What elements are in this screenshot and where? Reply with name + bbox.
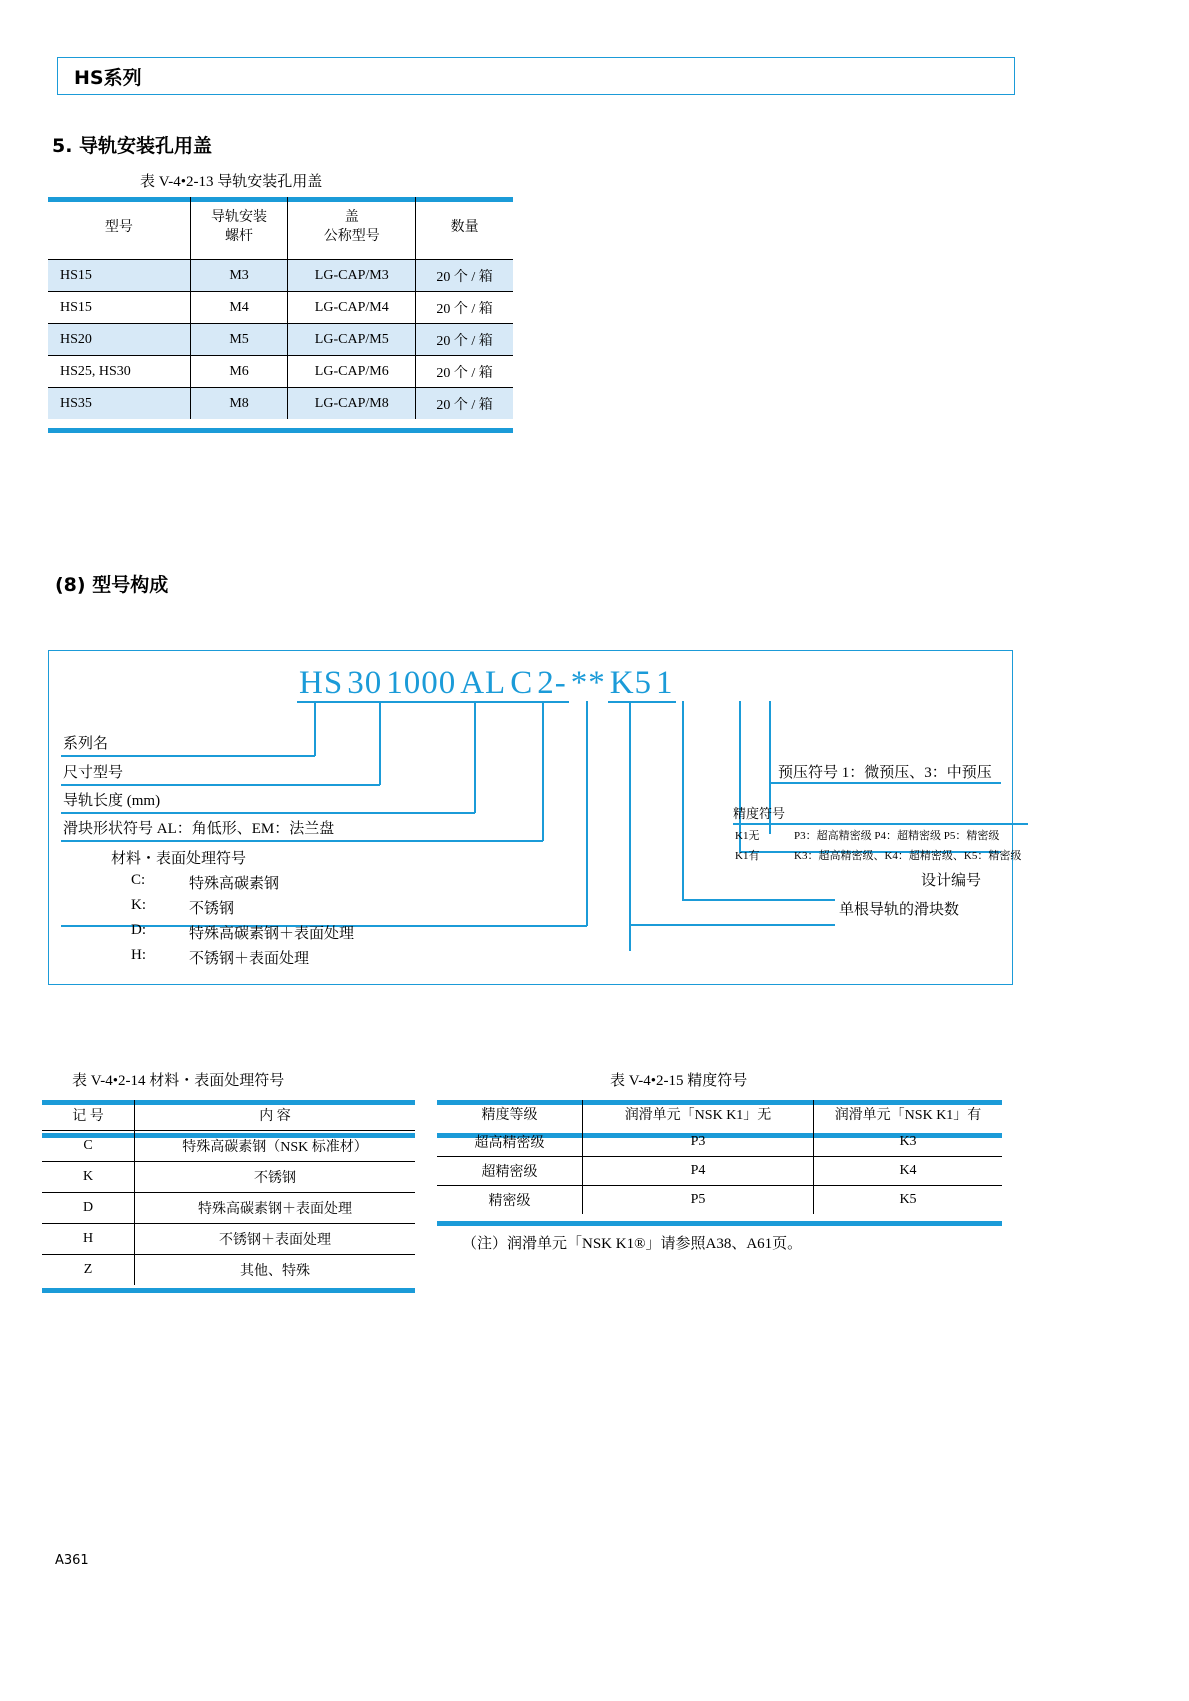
- table-15-bottom-rule: [437, 1221, 1002, 1226]
- cell-screw: M6: [190, 356, 287, 388]
- label-material-title: 材料・表面处理符号: [111, 851, 247, 867]
- label-rail-length: 导轨长度 (mm): [63, 793, 161, 809]
- table-13-caption: 表 V-4•2-13 导轨安装孔用盖: [140, 174, 323, 190]
- leader-block-count: [629, 701, 631, 951]
- table-row: [437, 1186, 1002, 1215]
- leader-preload-h: [769, 782, 1001, 784]
- col-header-symbol: 记 号: [72, 1109, 104, 1124]
- leader-size-h: [61, 784, 380, 786]
- cell-grade: 精密级: [437, 1186, 583, 1215]
- table-header-row: [437, 1100, 1002, 1128]
- table-row: [48, 260, 513, 292]
- cell-cap: LG-CAP/M4: [288, 292, 416, 324]
- label-block-shape: 滑块形状符号 AL：角低形、EM：法兰盘: [63, 821, 335, 837]
- page-number: A361: [55, 1553, 89, 1568]
- table-row: [48, 356, 513, 388]
- leader-size: [379, 701, 381, 785]
- cell-content: 特殊高碳素钢（NSK 标准材）: [135, 1131, 416, 1162]
- cell-qty: 20 个 / 箱: [416, 324, 513, 356]
- precision-row-1-k1: K1有: [735, 850, 760, 862]
- leader-shape: [542, 701, 544, 841]
- material-desc-c: 特殊高碳素钢: [189, 876, 280, 892]
- cell-symbol: K: [42, 1162, 135, 1193]
- table-row: [42, 1255, 415, 1286]
- cell-with-k1: K4: [814, 1157, 1003, 1186]
- cell-symbol: H: [42, 1224, 135, 1255]
- leader-design-no: [682, 701, 684, 901]
- label-size-model: 尺寸型号: [63, 765, 124, 781]
- col-header-quantity: 数量: [416, 197, 513, 260]
- cell-with-k1: K5: [814, 1186, 1003, 1215]
- label-precision-symbol: 精度符号: [733, 806, 786, 821]
- cell-without-k1: P3: [583, 1128, 814, 1157]
- table-row: [42, 1224, 415, 1255]
- section-8-heading: (8) 型号构成: [55, 574, 169, 596]
- cell-content: 其他、特殊: [135, 1255, 416, 1286]
- cell-screw: M3: [190, 260, 287, 292]
- table-13-bottom-rule: [48, 428, 513, 433]
- code-part-length: 1000: [386, 665, 457, 701]
- header-bar: [57, 57, 1015, 95]
- col-header-grade: 精度等级: [481, 1108, 538, 1123]
- cell-content: 不锈钢: [135, 1162, 416, 1193]
- cell-symbol: D: [42, 1193, 135, 1224]
- table-row: [48, 292, 513, 324]
- cell-model: HS35: [48, 388, 190, 420]
- cell-with-k1: K3: [814, 1128, 1003, 1157]
- leader-design-no-h: [682, 899, 835, 901]
- cell-cap: LG-CAP/M6: [288, 356, 416, 388]
- page-title: HS系列: [74, 67, 142, 89]
- table-row: [437, 1157, 1002, 1186]
- table-header-row: [42, 1100, 415, 1131]
- cell-symbol: Z: [42, 1255, 135, 1286]
- table-row: [42, 1162, 415, 1193]
- leader-series-h: [61, 755, 315, 757]
- model-code-line: [297, 665, 676, 702]
- cell-content: 不锈钢＋表面处理: [135, 1224, 416, 1255]
- table-14-bottom-rule: [42, 1288, 415, 1293]
- leader-length: [474, 701, 476, 813]
- code-part-block-shape: AL: [460, 665, 507, 701]
- material-code-h: H:: [131, 947, 146, 963]
- table-row: [437, 1128, 1002, 1157]
- cell-qty: 20 个 / 箱: [416, 260, 513, 292]
- cell-qty: 20 个 / 箱: [416, 292, 513, 324]
- table-15-note: （注）润滑单元「NSK K1®」请参照A38、A61页。: [462, 1236, 803, 1252]
- precision-grid-top-rule: [733, 823, 1028, 825]
- cell-qty: 20 个 / 箱: [416, 388, 513, 420]
- cell-cap: LG-CAP/M3: [288, 260, 416, 292]
- col-header-content: 内 容: [135, 1100, 416, 1131]
- col-header-cap-nominal: 盖 公称型号: [288, 197, 416, 260]
- leader-length-h: [61, 812, 475, 814]
- cell-qty: 20 个 / 箱: [416, 356, 513, 388]
- material-desc-k: 不锈钢: [189, 901, 235, 917]
- cell-screw: M4: [190, 292, 287, 324]
- table-row: [48, 388, 513, 420]
- table-15-caption: 表 V-4•2-15 精度符号: [610, 1073, 748, 1089]
- cell-screw: M5: [190, 324, 287, 356]
- cell-cap: LG-CAP/M8: [288, 388, 416, 420]
- model-designation-diagram: [48, 650, 1022, 985]
- table-14-caption: 表 V-4•2-14 材料・表面处理符号: [72, 1073, 285, 1089]
- label-design-number: 设计编号: [921, 873, 982, 889]
- cell-cap: LG-CAP/M5: [288, 324, 416, 356]
- cell-grade: 超高精密级: [474, 1136, 545, 1151]
- cell-screw: M8: [190, 388, 287, 420]
- code-part-preload: 1: [656, 665, 674, 701]
- material-code-c: C:: [131, 872, 146, 888]
- cell-grade: 超精密级: [437, 1157, 583, 1186]
- material-code-k: K:: [131, 897, 146, 913]
- table-header-row: [48, 197, 513, 260]
- cell-content: 特殊高碳素钢＋表面处理: [135, 1193, 416, 1224]
- code-part-design-no: **: [570, 665, 606, 701]
- code-part-material: C: [510, 665, 534, 701]
- cell-model: HS25, HS30: [48, 356, 190, 388]
- cell-without-k1: P4: [583, 1157, 814, 1186]
- table-row: [42, 1193, 415, 1224]
- section-5-heading: 5. 导轨安装孔用盖: [52, 135, 213, 157]
- col-header-without-k1: 润滑单元「NSK K1」无: [583, 1100, 814, 1128]
- code-part-block-count: 2-: [537, 665, 567, 701]
- material-desc-h: 不锈钢＋表面处理: [189, 951, 310, 967]
- material-code-d: D:: [131, 922, 146, 938]
- precision-row-0-codes: P3：超高精密级 P4：超精密级 P5：精密级: [794, 830, 1000, 842]
- cell-without-k1: P5: [583, 1186, 814, 1215]
- precision-row-0-k1: K1无: [735, 830, 760, 842]
- leader-series: [314, 701, 316, 756]
- col-header-model: 型号: [104, 219, 133, 235]
- material-desc-d: 特殊高碳素钢＋表面处理: [189, 926, 355, 942]
- table-row: [42, 1131, 415, 1162]
- leader-material: [586, 701, 588, 926]
- code-part-precision: K5: [609, 665, 653, 701]
- leader-shape-h: [61, 840, 543, 842]
- label-series-name: 系列名: [63, 736, 109, 752]
- leader-block-count-h: [629, 924, 835, 926]
- cell-symbol: C: [42, 1131, 135, 1162]
- cell-model: HS15: [48, 260, 190, 292]
- precision-row-1-codes: K3：超高精密级、K4：超精密级、K5：精密级: [794, 850, 1022, 862]
- material-surface-symbol-table: [42, 1100, 415, 1285]
- label-block-count: 单根导轨的滑块数: [839, 902, 960, 918]
- code-part-series: HS: [299, 665, 344, 701]
- cell-model: HS15: [48, 292, 190, 324]
- cell-model: HS20: [48, 324, 190, 356]
- rail-mounting-hole-cap-table: [48, 197, 513, 419]
- label-preload-symbol: 预压符号 1：微预压、3：中预压: [778, 765, 992, 781]
- code-part-size: 30: [347, 665, 383, 701]
- col-header-rail-screw: 导轨安装 螺杆: [190, 197, 287, 260]
- table-row: [48, 324, 513, 356]
- precision-symbol-table: [437, 1100, 1002, 1214]
- col-header-with-k1: 润滑单元「NSK K1」有: [814, 1100, 1003, 1128]
